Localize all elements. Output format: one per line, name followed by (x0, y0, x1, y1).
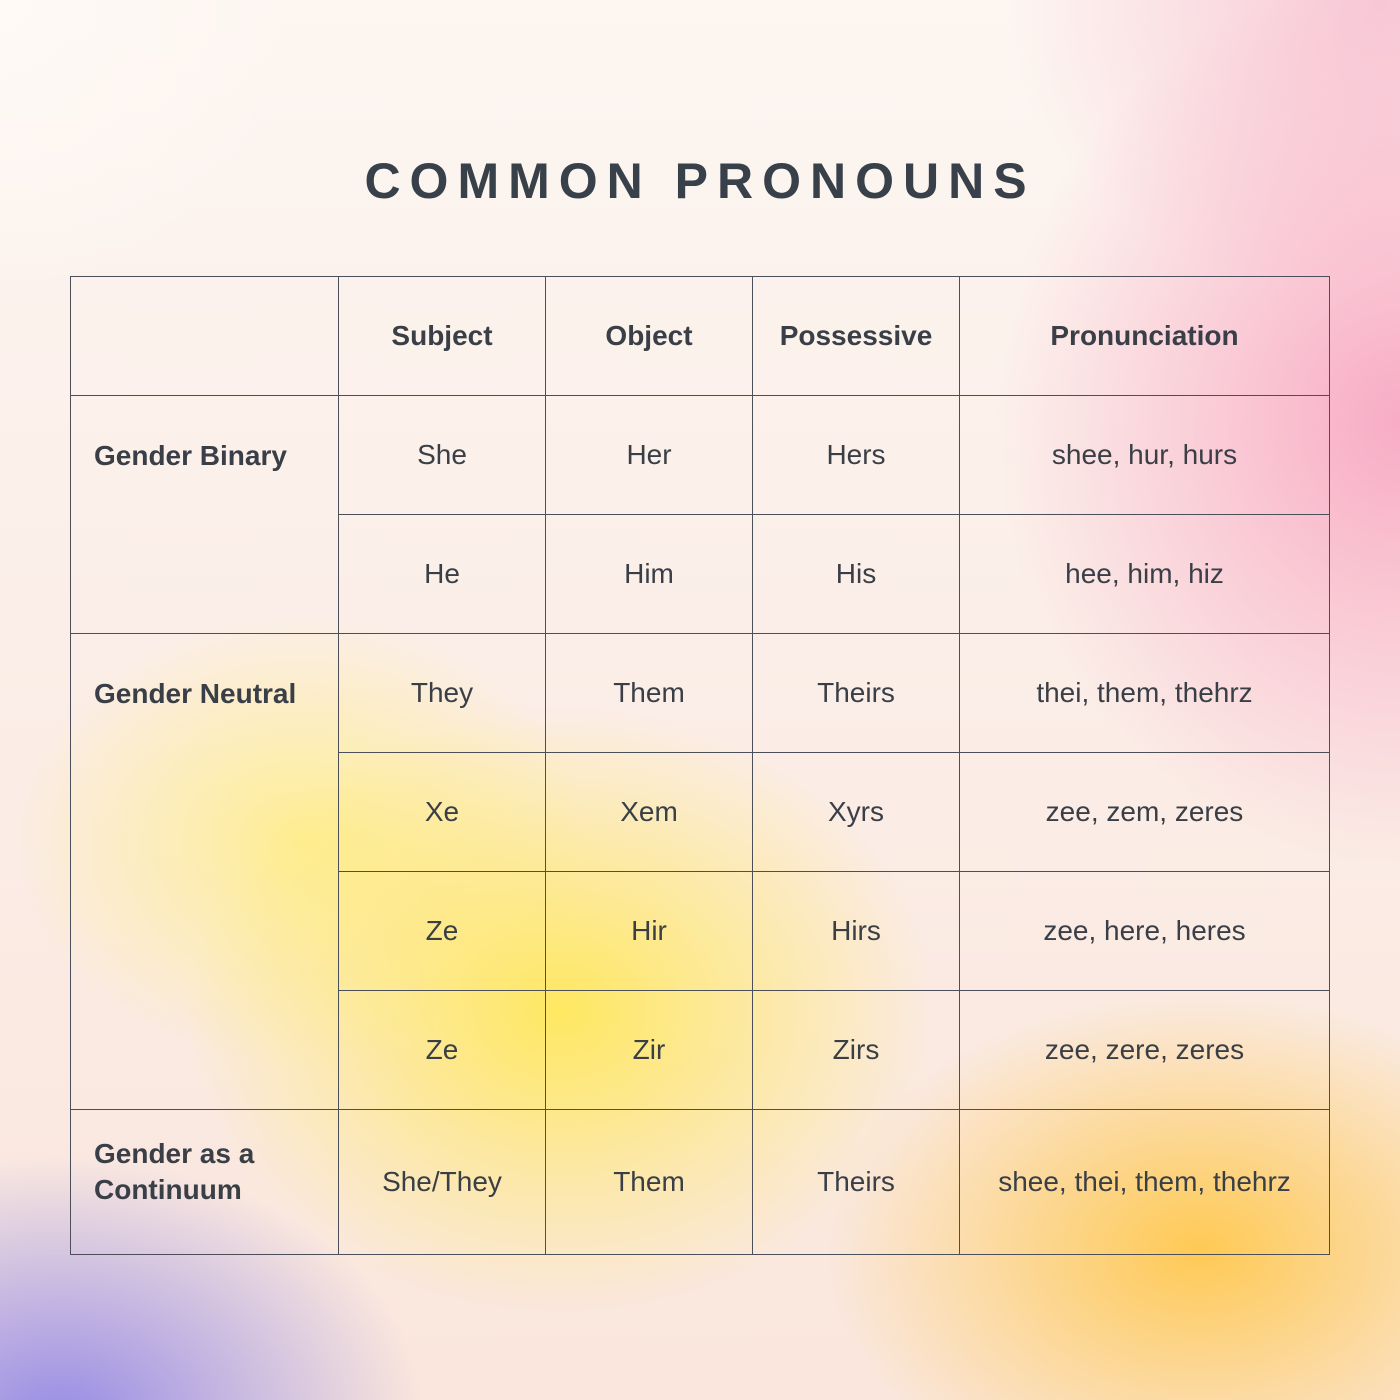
object-cell: Xem (546, 753, 753, 872)
header-object: Object (546, 277, 753, 396)
header-row (71, 277, 1330, 396)
header-empty (71, 277, 339, 396)
page-title: COMMON PRONOUNS (364, 153, 1036, 209)
possessive-cell: Zirs (753, 991, 960, 1110)
pronunciation-cell: zee, zem, zeres (960, 753, 1330, 872)
pronunciation-cell: shee, hur, hurs (960, 396, 1330, 515)
subject-cell: Xe (339, 753, 546, 872)
pronunciation-cell: shee, thei, them, thehrz (960, 1110, 1330, 1255)
object-cell: Her (546, 396, 753, 515)
subject-cell: She/They (339, 1110, 546, 1255)
subject-cell: Ze (339, 991, 546, 1110)
pronunciation-cell: zee, here, heres (960, 872, 1330, 991)
header-possessive: Possessive (753, 277, 960, 396)
pronunciation-cell: hee, him, hiz (960, 515, 1330, 634)
subject-cell: He (339, 515, 546, 634)
pronunciation-cell: zee, zere, zeres (960, 991, 1330, 1110)
object-cell: Him (546, 515, 753, 634)
header-pronunciation: Pronunciation (960, 277, 1330, 396)
possessive-cell: Hers (753, 396, 960, 515)
possessive-cell: Theirs (753, 634, 960, 753)
possessive-cell: Xyrs (753, 753, 960, 872)
group-label-gender-continuum: Gender as a Continuum (71, 1110, 339, 1255)
object-cell: Them (546, 1110, 753, 1255)
possessive-cell: His (753, 515, 960, 634)
possessive-cell: Hirs (753, 872, 960, 991)
object-cell: Them (546, 634, 753, 753)
table-row (71, 634, 1330, 753)
subject-cell: She (339, 396, 546, 515)
object-cell: Hir (546, 872, 753, 991)
group-label-gender-binary: Gender Binary (71, 396, 339, 634)
pronunciation-cell: thei, them, thehrz (960, 634, 1330, 753)
header-subject: Subject (339, 277, 546, 396)
group-label-gender-neutral: Gender Neutral (71, 634, 339, 1110)
possessive-cell: Theirs (753, 1110, 960, 1255)
table-row (71, 1110, 1330, 1255)
table-row (71, 396, 1330, 515)
object-cell: Zir (546, 991, 753, 1110)
subject-cell: They (339, 634, 546, 753)
subject-cell: Ze (339, 872, 546, 991)
pronoun-table (70, 276, 1330, 1255)
